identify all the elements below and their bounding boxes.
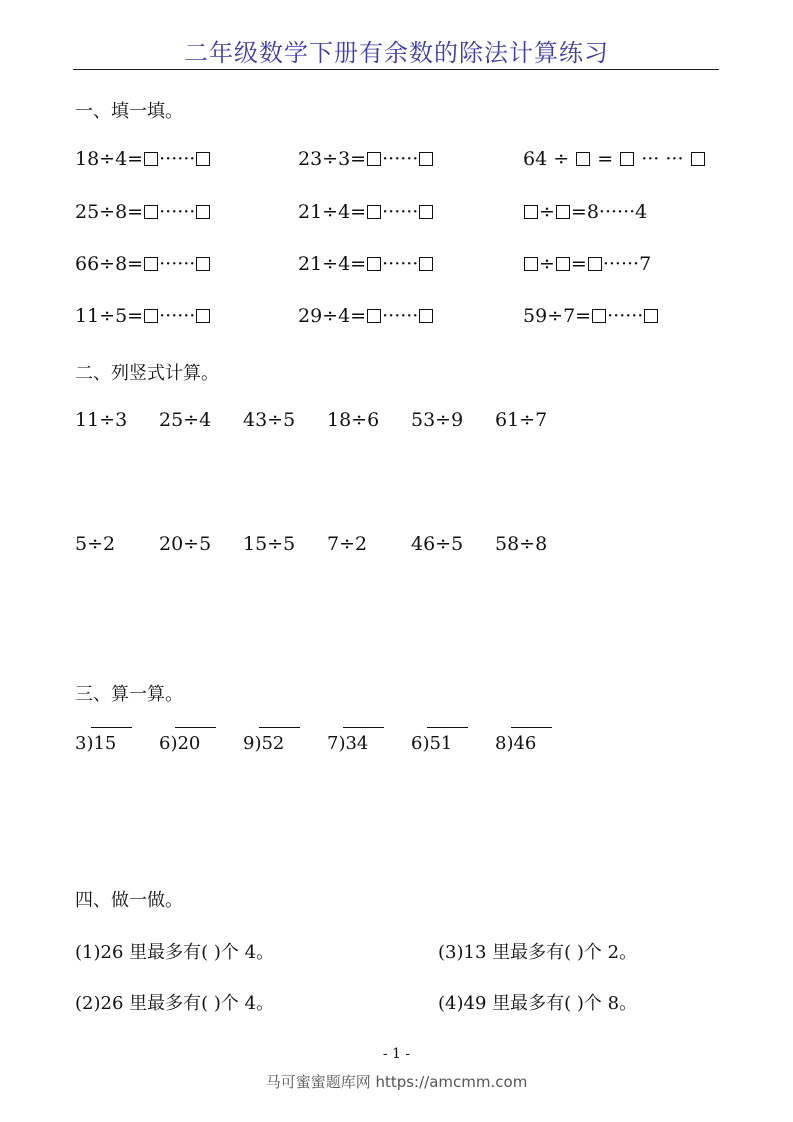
dots: ··· ···	[635, 148, 690, 170]
calc-item: 58÷8	[495, 533, 548, 555]
answer-box	[367, 257, 381, 271]
calc-item: 5÷2	[75, 533, 116, 555]
answer-box	[644, 309, 658, 323]
dots: ······	[159, 201, 196, 223]
vertical-calc-row-2	[0, 533, 793, 563]
equals: =	[591, 148, 620, 170]
dots: ······	[382, 201, 419, 223]
section-4-heading: 四、做一做。	[75, 890, 183, 911]
expr-tail: ······7	[602, 253, 652, 275]
calc-item: 7÷2	[327, 533, 368, 555]
watermark: 马可蜜蜜题库网 https://amcmm.com	[265, 1073, 528, 1091]
answer-box	[588, 257, 602, 271]
long-division-item: 9)52	[243, 733, 285, 754]
answer-box	[556, 205, 570, 219]
answer-box	[144, 309, 158, 323]
dots: ······	[607, 305, 644, 327]
expr: 25÷8=	[75, 201, 144, 223]
calc-item: 25÷4	[159, 409, 212, 431]
divisor: 3	[75, 733, 87, 754]
calc-item: 18÷6	[327, 409, 380, 431]
fill-item	[298, 305, 434, 327]
fill-row-3	[0, 253, 793, 283]
answer-box	[524, 205, 538, 219]
long-division-item: 6)20	[159, 733, 201, 754]
dividend: 46	[513, 733, 537, 754]
answer-box	[576, 152, 590, 166]
dots: ······	[159, 305, 196, 327]
divisor: 9	[243, 733, 255, 754]
expr: 29÷4=	[298, 305, 367, 327]
fill-item	[75, 201, 211, 223]
dots: ······	[382, 148, 419, 170]
expr-tail: =8······4	[570, 201, 648, 223]
expr: 21÷4=	[298, 253, 367, 275]
calc-item: 61÷7	[495, 409, 548, 431]
equals: =	[570, 253, 587, 275]
question-item: (2)26 里最多有( )个 4。	[75, 993, 275, 1014]
fill-row-4	[0, 305, 793, 335]
answer-box	[144, 152, 158, 166]
dividend: 20	[177, 733, 201, 754]
expr: 66÷8=	[75, 253, 144, 275]
section-2-heading: 二、列竖式计算。	[75, 363, 219, 384]
calc-item: 43÷5	[243, 409, 296, 431]
answer-box	[592, 309, 606, 323]
divisor: 8	[495, 733, 507, 754]
divisor: 6	[159, 733, 171, 754]
answer-box	[196, 309, 210, 323]
question-item: (3)13 里最多有( )个 2。	[438, 942, 638, 963]
answer-box	[620, 152, 634, 166]
answer-box	[419, 152, 433, 166]
section-3-heading: 三、算一算。	[75, 684, 183, 705]
calc-item: 11÷3	[75, 409, 128, 431]
long-division-item: 7)34	[327, 733, 369, 754]
answer-box	[556, 257, 570, 271]
fill-item	[523, 305, 659, 327]
fill-item	[298, 201, 434, 223]
expr: 23÷3=	[298, 148, 367, 170]
expr: 59÷7=	[523, 305, 592, 327]
title-underline	[73, 69, 719, 70]
divisor: 7	[327, 733, 339, 754]
answer-box	[144, 257, 158, 271]
answer-box	[367, 152, 381, 166]
fill-item	[75, 148, 211, 170]
answer-box	[196, 152, 210, 166]
page-title: 二年级数学下册有余数的除法计算练习	[184, 39, 609, 67]
calc-item: 15÷5	[243, 533, 296, 555]
fill-item	[523, 148, 706, 170]
expr: 21÷4=	[298, 201, 367, 223]
vertical-calc-row-1	[0, 409, 793, 439]
question-row-2	[0, 989, 793, 1019]
fill-item	[523, 253, 651, 275]
divisor: 6	[411, 733, 423, 754]
fill-item	[523, 201, 647, 223]
page-number: - 1 -	[382, 1046, 411, 1062]
long-division-item: 8)46	[495, 733, 537, 754]
fill-item	[298, 253, 434, 275]
expr: 64 ÷	[523, 148, 576, 170]
answer-box	[144, 205, 158, 219]
dots: ······	[159, 148, 196, 170]
expr: 11÷5=	[75, 305, 144, 327]
answer-box	[524, 257, 538, 271]
question-row-1	[0, 938, 793, 968]
expr: 18÷4=	[75, 148, 144, 170]
answer-box	[419, 205, 433, 219]
answer-box	[196, 205, 210, 219]
fill-item	[298, 148, 434, 170]
dividend: 52	[261, 733, 285, 754]
answer-box	[367, 309, 381, 323]
answer-box	[367, 205, 381, 219]
divide-sign: ÷	[539, 253, 555, 275]
dividend: 51	[429, 733, 453, 754]
calc-item: 46÷5	[411, 533, 464, 555]
long-division-row	[0, 733, 793, 763]
fill-item	[75, 253, 211, 275]
answer-box	[419, 309, 433, 323]
dots: ······	[159, 253, 196, 275]
divide-sign: ÷	[539, 201, 555, 223]
long-division-item: 3)15	[75, 733, 117, 754]
question-item: (4)49 里最多有( )个 8。	[438, 993, 638, 1014]
dots: ······	[382, 253, 419, 275]
answer-box	[691, 152, 705, 166]
calc-item: 20÷5	[159, 533, 212, 555]
calc-item: 53÷9	[411, 409, 464, 431]
dots: ······	[382, 305, 419, 327]
long-division-item: 6)51	[411, 733, 453, 754]
fill-item	[75, 305, 211, 327]
answer-box	[419, 257, 433, 271]
question-item: (1)26 里最多有( )个 4。	[75, 942, 275, 963]
dividend: 15	[93, 733, 117, 754]
section-1-heading: 一、填一填。	[75, 101, 183, 122]
answer-box	[196, 257, 210, 271]
dividend: 34	[345, 733, 369, 754]
fill-row-1	[0, 148, 793, 178]
fill-row-2	[0, 201, 793, 231]
